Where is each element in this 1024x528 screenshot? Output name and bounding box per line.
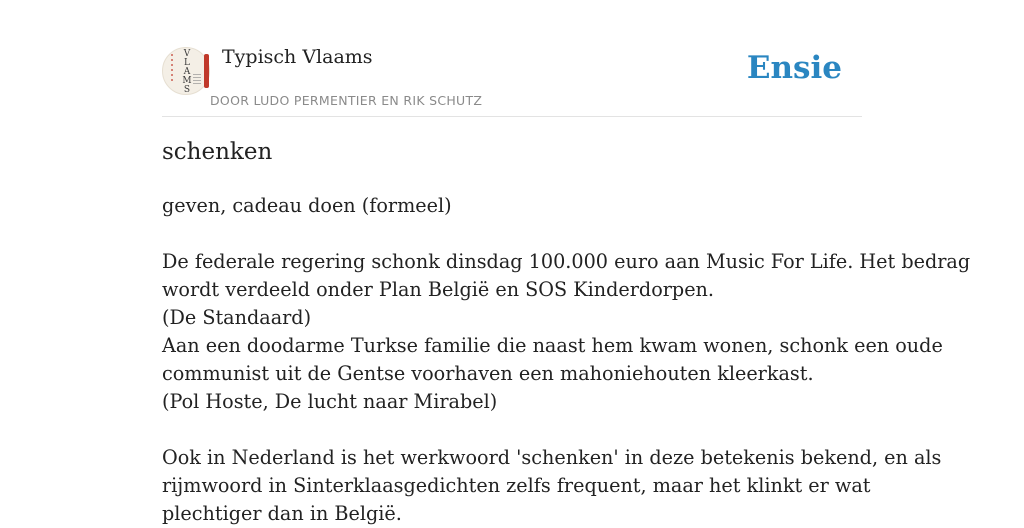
example-2-line-1: Aan een doodarme Turkse familie die naast hem kwam wonen, schonk een oude <box>162 334 943 357</box>
entry-word: schenken <box>162 139 273 165</box>
example-2-line-2: communist uit de Gentse voorhaven een mahoniehouten kleerkast. <box>162 362 814 385</box>
example-1-source: (De Standaard) <box>162 306 312 329</box>
example-2-source: (Pol Hoste, De lucht naar Mirabel) <box>162 390 498 413</box>
byline: DOOR LUDO PERMENTIER EN RIK SCHUTZ <box>210 93 483 108</box>
note-line-3: plechtiger dan in België. <box>162 502 402 525</box>
ensie-brand-link[interactable]: Ensie <box>746 50 842 86</box>
entry-body <box>162 192 971 528</box>
example-1-line-1: De federale regering schonk dinsdag 100.000 euro aan Music For Life. Het bedrag <box>162 250 971 273</box>
blank-line <box>162 416 862 444</box>
page <box>162 0 971 525</box>
example-1-line-2: wordt verdeeld onder Plan België en SOS Kinderdorpen. <box>162 278 715 301</box>
note-line-1: Ook in Nederland is het werkwoord 'schenken' in deze betekenis bekend, en als <box>162 446 942 469</box>
note-line-2: rijmwoord in Sinterklaasgedichten zelfs frequent, maar het klinkt er wat <box>162 474 871 497</box>
definition: geven, cadeau doen (formeel) <box>162 194 452 217</box>
header <box>162 40 862 117</box>
blank-line <box>162 220 862 248</box>
site-title[interactable]: Typisch Vlaams <box>222 46 373 68</box>
logo-letters: V L A M S <box>182 49 192 95</box>
typisch-vlaams-logo-icon[interactable] <box>162 47 210 95</box>
